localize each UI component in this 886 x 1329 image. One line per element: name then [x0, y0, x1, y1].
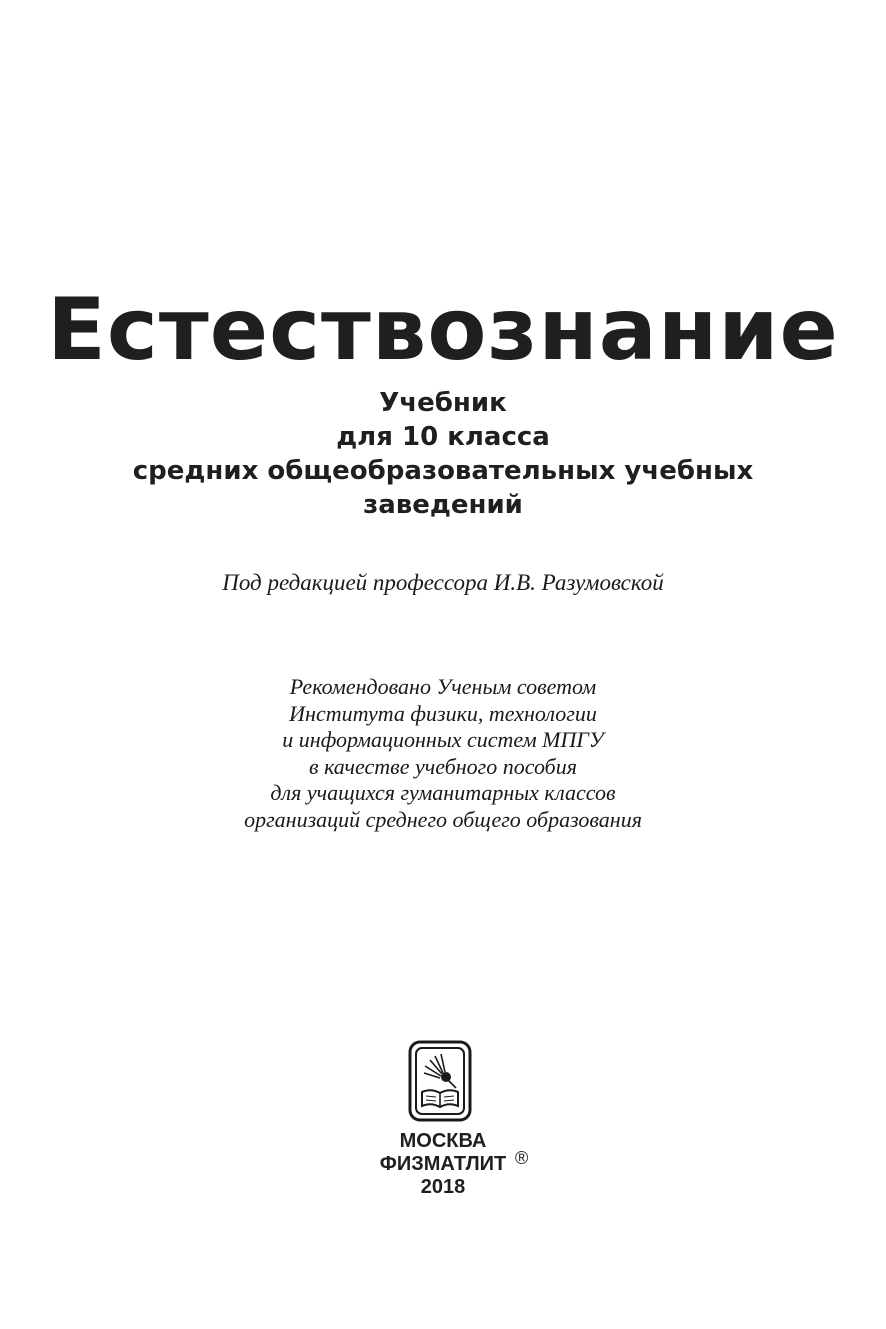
book-subtitle — [0, 386, 886, 522]
imprint-city: МОСКВА — [399, 1130, 487, 1152]
recommendation-block — [0, 674, 886, 833]
imprint — [0, 1130, 886, 1199]
recommendation-line: для учащихся гуманитарных классов — [270, 780, 616, 805]
registered-mark: ® — [514, 1148, 529, 1168]
book-title: Естествознание — [47, 280, 839, 380]
subtitle-line: Учебник — [379, 388, 507, 418]
editor-credit: Под редакцией профессора И.В. Разумовской — [222, 570, 664, 595]
recommendation-line: организаций среднего общего образования — [244, 806, 642, 832]
subtitle-line: заведений — [363, 490, 523, 520]
subtitle-line: для 10 класса — [336, 422, 550, 452]
recommendation-line: Института физики, технологии — [289, 700, 597, 726]
imprint-year: 2018 — [420, 1176, 466, 1198]
recommendation-line: в качестве учебного пособия — [309, 753, 577, 779]
subtitle-line: средних общеобразовательных учебных — [132, 456, 754, 486]
recommendation-line: и информационных систем МПГУ — [282, 727, 604, 752]
imprint-publisher: ФИЗМАТЛИТ — [379, 1153, 507, 1175]
recommendation-line: Рекомендовано Ученым советом — [289, 674, 597, 699]
publisher-logo-icon — [408, 1040, 472, 1122]
